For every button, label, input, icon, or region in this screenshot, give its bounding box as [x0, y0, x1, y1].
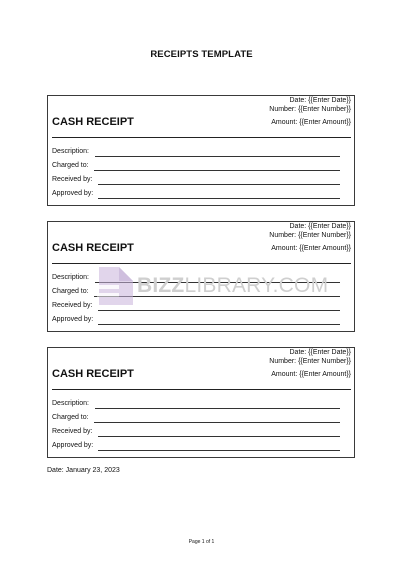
- cash-receipt-heading: CASH RECEIPT: [52, 116, 134, 128]
- charged-to-label: Charged to:: [52, 162, 89, 169]
- cash-receipt-heading: CASH RECEIPT: [52, 368, 134, 380]
- description-line[interactable]: [95, 156, 340, 157]
- approved-by-line[interactable]: [98, 450, 340, 451]
- number-placeholder: Number: {{Enter Number}}: [269, 232, 351, 239]
- received-by-line[interactable]: [98, 184, 340, 185]
- cash-receipt-heading: CASH RECEIPT: [52, 242, 134, 254]
- description-line[interactable]: [95, 282, 340, 283]
- header-divider: [52, 137, 351, 138]
- approved-by-label: Approved by:: [52, 190, 94, 197]
- approved-by-line[interactable]: [98, 324, 340, 325]
- receipt-box-1: [47, 95, 355, 206]
- approved-by-label: Approved by:: [52, 442, 94, 449]
- number-placeholder: Number: {{Enter Number}}: [269, 358, 351, 365]
- description-label: Description:: [52, 148, 89, 155]
- charged-to-line[interactable]: [94, 296, 340, 297]
- received-by-label: Received by:: [52, 176, 93, 183]
- watermark-text: BIZZLIBRARY.COM: [137, 274, 329, 297]
- received-by-line[interactable]: [98, 436, 340, 437]
- received-by-label: Received by:: [52, 302, 93, 309]
- charged-to-line[interactable]: [94, 170, 340, 171]
- description-label: Description:: [52, 400, 89, 407]
- amount-placeholder: Amount: {{Enter Amount}}: [271, 371, 351, 378]
- charged-to-line[interactable]: [94, 422, 340, 423]
- description-label: Description:: [52, 274, 89, 281]
- charged-to-label: Charged to:: [52, 414, 89, 421]
- header-divider: [52, 263, 351, 264]
- amount-placeholder: Amount: {{Enter Amount}}: [271, 245, 351, 252]
- number-placeholder: Number: {{Enter Number}}: [269, 106, 351, 113]
- footer-date: Date: January 23, 2023: [47, 467, 120, 474]
- amount-placeholder: Amount: {{Enter Amount}}: [271, 119, 351, 126]
- date-placeholder: Date: {{Enter Date}}: [289, 223, 351, 230]
- approved-by-label: Approved by:: [52, 316, 94, 323]
- received-by-label: Received by:: [52, 428, 93, 435]
- header-divider: [52, 389, 351, 390]
- receipt-box-3: [47, 347, 355, 458]
- received-by-line[interactable]: [98, 310, 340, 311]
- date-placeholder: Date: {{Enter Date}}: [289, 97, 351, 104]
- page-title: RECEIPTS TEMPLATE: [150, 49, 253, 60]
- charged-to-label: Charged to:: [52, 288, 89, 295]
- receipt-box-2: [47, 221, 355, 332]
- description-line[interactable]: [95, 408, 340, 409]
- approved-by-line[interactable]: [98, 198, 340, 199]
- page-number: Page 1 of 1: [188, 539, 215, 545]
- date-placeholder: Date: {{Enter Date}}: [289, 349, 351, 356]
